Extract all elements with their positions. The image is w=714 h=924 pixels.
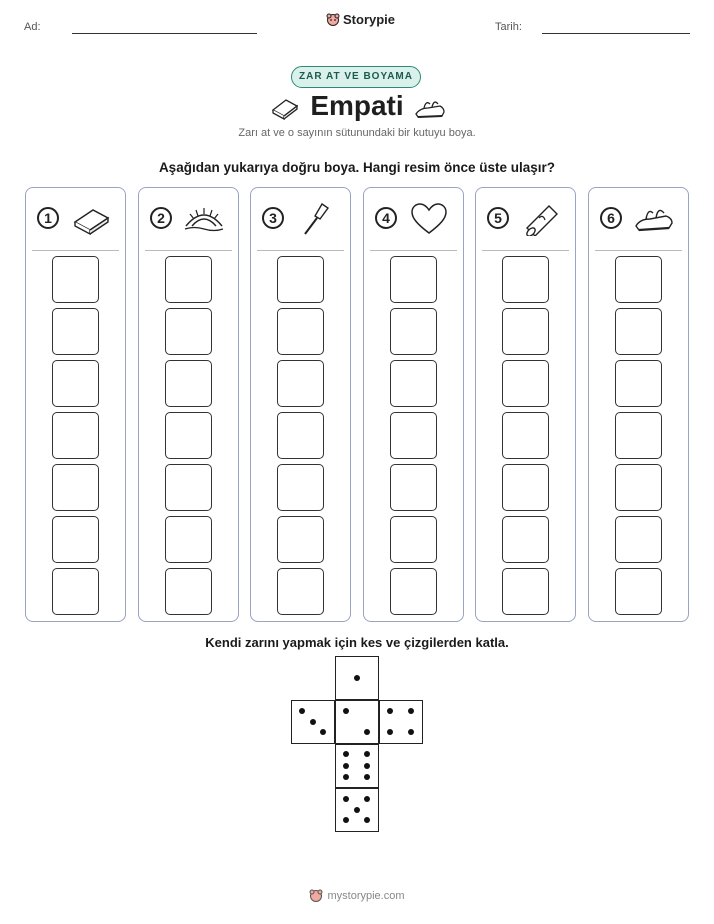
bridge-icon: [184, 202, 224, 236]
dice-pip: [364, 729, 370, 735]
date-line: [542, 33, 690, 34]
column-number: 6: [600, 207, 622, 229]
color-box[interactable]: [52, 412, 99, 459]
sandal-icon: [634, 202, 674, 236]
color-box[interactable]: [390, 464, 437, 511]
footer: [0, 889, 714, 903]
color-box[interactable]: [165, 568, 212, 615]
color-box[interactable]: [277, 464, 324, 511]
dice-face-3: [291, 700, 335, 744]
column-number: 3: [262, 207, 284, 229]
storypie-mascot-icon: [326, 13, 340, 27]
color-box[interactable]: [52, 464, 99, 511]
dice-pip: [354, 807, 360, 813]
scroll-icon: [521, 202, 561, 236]
color-box[interactable]: [502, 568, 549, 615]
dice-pip: [343, 751, 349, 757]
dice-pip: [343, 708, 349, 714]
color-box[interactable]: [615, 360, 662, 407]
screwdriver-icon: [296, 202, 336, 236]
name-line: [72, 33, 257, 34]
color-box[interactable]: [390, 516, 437, 563]
dice-pip: [364, 774, 370, 780]
heart-icon: [409, 202, 449, 236]
column-number: 5: [487, 207, 509, 229]
color-box[interactable]: [502, 412, 549, 459]
logo-text: Storypie: [343, 12, 396, 27]
column-4: [363, 187, 464, 622]
color-box[interactable]: [277, 256, 324, 303]
color-box[interactable]: [615, 256, 662, 303]
color-box[interactable]: [277, 568, 324, 615]
dice-pip: [343, 796, 349, 802]
dice-pip: [299, 708, 305, 714]
dice-pip: [408, 729, 414, 735]
dice-instruction: Kendi zarını yapmak için kes ve çizgilerden katla.: [205, 635, 509, 650]
color-box[interactable]: [390, 308, 437, 355]
book-icon: [71, 202, 111, 236]
color-box[interactable]: [165, 360, 212, 407]
color-box[interactable]: [277, 360, 324, 407]
name-label: Ad:: [24, 21, 41, 33]
dice-face-6: [335, 744, 379, 788]
dice-pip: [343, 774, 349, 780]
dice-pip: [364, 796, 370, 802]
color-box[interactable]: [165, 308, 212, 355]
dice-pip: [310, 719, 316, 725]
logo: [326, 12, 395, 27]
color-box[interactable]: [165, 464, 212, 511]
dice-pip: [320, 729, 326, 735]
dice-pip: [343, 817, 349, 823]
color-box[interactable]: [277, 412, 324, 459]
color-box[interactable]: [390, 568, 437, 615]
dice-face-2: [335, 700, 379, 744]
column-number: 1: [37, 207, 59, 229]
color-box[interactable]: [165, 516, 212, 563]
subtitle: Zarı at ve o sayının sütunundaki bir kutuyu boya.: [238, 127, 476, 139]
dice-pip: [408, 708, 414, 714]
footer-url: mystorypie.com: [327, 890, 405, 902]
dice-face-1: [335, 656, 379, 700]
color-box[interactable]: [52, 516, 99, 563]
column-2: [138, 187, 239, 622]
activity-badge: ZAR AT VE BOYAMA: [291, 66, 421, 88]
color-box[interactable]: [165, 412, 212, 459]
column-6: [588, 187, 689, 622]
sandal-icon: [414, 96, 446, 125]
color-box[interactable]: [52, 360, 99, 407]
color-box[interactable]: [502, 308, 549, 355]
color-box[interactable]: [615, 308, 662, 355]
color-box[interactable]: [390, 360, 437, 407]
dice-pip: [343, 763, 349, 769]
color-box[interactable]: [502, 464, 549, 511]
dice-pip: [387, 729, 393, 735]
column-1: [25, 187, 126, 622]
color-box[interactable]: [390, 412, 437, 459]
date-label: Tarih:: [495, 21, 522, 33]
color-box[interactable]: [52, 568, 99, 615]
storypie-mascot-icon: [309, 889, 323, 903]
color-box[interactable]: [390, 256, 437, 303]
dice-pip: [364, 763, 370, 769]
dice-face-5: [335, 788, 379, 832]
color-box[interactable]: [165, 256, 212, 303]
column-number: 4: [375, 207, 397, 229]
dice-face-4: [379, 700, 423, 744]
color-box[interactable]: [615, 412, 662, 459]
dice-pip: [354, 675, 360, 681]
page-title: Empati: [310, 90, 404, 121]
dice-pip: [387, 708, 393, 714]
color-box[interactable]: [615, 568, 662, 615]
color-box[interactable]: [615, 464, 662, 511]
column-5: [475, 187, 576, 622]
column-3: [250, 187, 351, 622]
coloring-instruction: Aşağıdan yukarıya doğru boya. Hangi resim önce üste ulaşır?: [158, 160, 556, 175]
color-box[interactable]: [615, 516, 662, 563]
dice-pip: [364, 751, 370, 757]
color-box[interactable]: [277, 308, 324, 355]
color-box[interactable]: [502, 516, 549, 563]
dice-pip: [364, 817, 370, 823]
color-box[interactable]: [502, 360, 549, 407]
color-box[interactable]: [502, 256, 549, 303]
color-box[interactable]: [52, 308, 99, 355]
color-box[interactable]: [52, 256, 99, 303]
column-number: 2: [150, 207, 172, 229]
color-box[interactable]: [277, 516, 324, 563]
